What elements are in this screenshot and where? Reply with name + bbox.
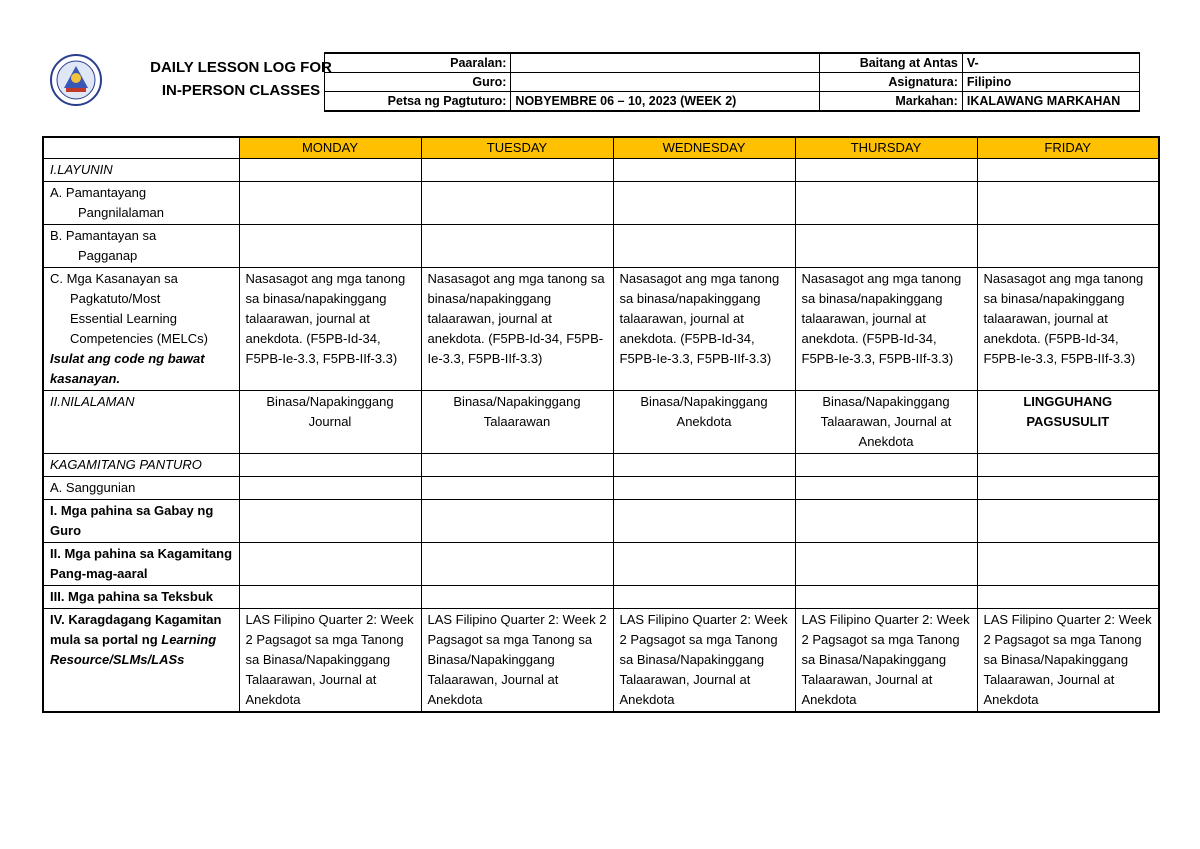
table-cell	[239, 543, 421, 586]
row-label-kagamitang-pang-mag-aaral: II. Mga pahina sa Kagamitang Pang-mag-aaral	[43, 543, 239, 586]
paaralan-value	[511, 53, 820, 73]
table-cell	[239, 454, 421, 477]
table-cell: Nasasagot ang mga tanong sa binasa/napakinggang talaarawan, journal at anekdota. (F5PB-Id-34, F5PB-Ie-3.3, F5PB-IIf-3.3)	[977, 268, 1159, 391]
table-cell: Nasasagot ang mga tanong sa binasa/napakinggang talaarawan, journal at anekdota. (F5PB-Id-34, F5PB-Ie-3.3, F5PB-IIf-3.3)	[239, 268, 421, 391]
row-label-pamantayang-pangnilalaman	[43, 182, 239, 225]
row-label-karagdagang-kagamitan	[43, 609, 239, 713]
table-cell	[795, 500, 977, 543]
row-label-kagamitang-panturo: KAGAMITANG PANTURO	[43, 454, 239, 477]
row-label-text: Pagganap	[78, 248, 138, 263]
guro-value	[511, 73, 820, 92]
table-cell	[795, 454, 977, 477]
row-label-nilalaman: II.NILALAMAN	[43, 391, 239, 454]
table-cell	[977, 477, 1159, 500]
row-label-pamantayan-sa-pagganap	[43, 225, 239, 268]
table-cell	[613, 182, 795, 225]
table-cell	[977, 500, 1159, 543]
asignatura-value: Filipino	[962, 73, 1139, 92]
row-label-text: B. Pamantayan sa	[50, 228, 157, 243]
petsa-label: Petsa ng Pagtuturo:	[325, 92, 511, 112]
table-cell: Nasasagot ang mga tanong sa binasa/napakinggang talaarawan, journal at anekdota. (F5PB-Id-34, F5PB-Ie-3.3, F5PB-IIf-3.3)	[795, 268, 977, 391]
petsa-value: NOBYEMBRE 06 – 10, 2023 (WEEK 2)	[511, 92, 820, 112]
row-label-teksbuk: III. Mga pahina sa Teksbuk	[43, 586, 239, 609]
deped-seal-icon	[50, 54, 102, 106]
table-cell	[977, 454, 1159, 477]
table-row	[43, 454, 1159, 477]
table-cell	[239, 500, 421, 543]
day-header-row	[43, 137, 1159, 159]
day-header: MONDAY	[239, 137, 421, 159]
table-cell	[795, 159, 977, 182]
table-cell	[239, 182, 421, 225]
table-cell	[239, 477, 421, 500]
paaralan-label: Paaralan:	[325, 53, 511, 73]
table-cell: LAS Filipino Quarter 2: Week 2 Pagsagot sa mga Tanong sa Binasa/Napakinggang Talaarawan, Journal at Anekdota	[239, 609, 421, 713]
table-row	[43, 500, 1159, 543]
table-row	[43, 182, 1159, 225]
table-cell	[795, 477, 977, 500]
table-cell	[795, 182, 977, 225]
row-label-gabay-ng-guro: I. Mga pahina sa Gabay ng Guro	[43, 500, 239, 543]
table-cell: LAS Filipino Quarter 2: Week 2 Pagsagot sa mga Tanong sa Binasa/Napakinggang Talaarawan, Journal at Anekdota	[613, 609, 795, 713]
row-label-note: Isulat ang code ng bawat kasanayan.	[50, 351, 205, 386]
table-cell	[421, 500, 613, 543]
lesson-log-header	[42, 50, 1140, 112]
table-cell	[421, 225, 613, 268]
table-cell: Nasasagot ang mga tanong sa binasa/napakinggang talaarawan, journal at anekdota. (F5PB-Id-34, F5PB-Ie-3.3, F5PB-IIf-3.3)	[613, 268, 795, 391]
corner-cell	[43, 137, 239, 159]
table-cell	[421, 586, 613, 609]
table-cell: LAS Filipino Quarter 2: Week 2 Pagsagot sa mga Tanong sa Binasa/Napakinggang Talaarawan, Journal at Anekdota	[795, 609, 977, 713]
table-cell	[421, 477, 613, 500]
table-row	[43, 586, 1159, 609]
markahan-value: IKALAWANG MARKAHAN	[962, 92, 1139, 112]
day-header: WEDNESDAY	[613, 137, 795, 159]
table-cell	[977, 159, 1159, 182]
day-header: TUESDAY	[421, 137, 613, 159]
table-cell	[613, 159, 795, 182]
baitang-label: Baitang at Antas	[819, 53, 962, 73]
table-cell	[613, 477, 795, 500]
table-cell	[977, 586, 1159, 609]
row-label-text: Pangnilalaman	[78, 205, 165, 220]
table-row	[43, 225, 1159, 268]
lesson-log-table	[42, 136, 1160, 713]
row-label-sanggunian: A. Sanggunian	[43, 477, 239, 500]
table-cell	[239, 586, 421, 609]
table-cell	[613, 225, 795, 268]
row-label-text: Pagkatuto/Most	[70, 291, 161, 306]
row-label-layunin: I.LAYUNIN	[43, 159, 239, 182]
row-label-text: IV. Karagdagang Kagamitan mula sa portal ng	[50, 612, 222, 647]
table-row	[43, 391, 1159, 454]
table-cell	[795, 543, 977, 586]
table-cell: Binasa/Napakinggang Journal	[239, 391, 421, 454]
table-cell	[421, 543, 613, 586]
table-cell: LINGGUHANG PAGSUSULIT	[977, 391, 1159, 454]
row-label-text: Essential Learning	[70, 311, 177, 326]
baitang-value: V-	[962, 53, 1139, 73]
table-cell	[613, 586, 795, 609]
table-cell: Nasasagot ang mga tanong sa binasa/napakinggang talaarawan, journal at anekdota. (F5PB-Id-34, F5PB-Ie-3.3, F5PB-IIf-3.3)	[421, 268, 613, 391]
table-cell	[977, 225, 1159, 268]
table-cell	[795, 586, 977, 609]
table-cell	[421, 182, 613, 225]
table-row	[43, 543, 1159, 586]
row-label-text: Learning Resource/SLMs/LASs	[50, 632, 217, 667]
info-table	[324, 52, 1140, 112]
table-cell	[613, 543, 795, 586]
day-header: THURSDAY	[795, 137, 977, 159]
table-row	[43, 477, 1159, 500]
row-label-mga-kasanayan	[43, 268, 239, 391]
table-cell	[239, 225, 421, 268]
asignatura-label: Asignatura:	[819, 73, 962, 92]
table-row	[43, 609, 1159, 713]
table-cell	[977, 182, 1159, 225]
guro-label: Guro:	[325, 73, 511, 92]
row-label-text: A. Pamantayang	[50, 185, 147, 200]
table-row	[43, 159, 1159, 182]
row-label-text: Competencies (MELCs)	[70, 331, 208, 346]
title-line-2: IN-PERSON CLASSES	[161, 82, 321, 99]
table-cell	[421, 159, 613, 182]
day-header: FRIDAY	[977, 137, 1159, 159]
table-cell	[421, 454, 613, 477]
table-row	[43, 268, 1159, 391]
row-label-text: C. Mga Kasanayan sa	[50, 271, 178, 286]
table-cell	[795, 225, 977, 268]
table-cell	[613, 454, 795, 477]
table-cell	[977, 543, 1159, 586]
table-cell: Binasa/Napakinggang Anekdota	[613, 391, 795, 454]
table-cell: Binasa/Napakinggang Talaarawan	[421, 391, 613, 454]
title-line-1: DAILY LESSON LOG FOR	[150, 59, 332, 76]
markahan-label: Markahan:	[819, 92, 962, 112]
table-cell	[239, 159, 421, 182]
table-cell	[613, 500, 795, 543]
table-cell: LAS Filipino Quarter 2: Week 2 Pagsagot sa mga Tanong sa Binasa/Napakinggang Talaarawan, Journal at Anekdota	[977, 609, 1159, 713]
table-cell: LAS Filipino Quarter 2: Week 2 Pagsagot sa mga Tanong sa Binasa/Napakinggang Talaarawan, Journal at Anekdota	[421, 609, 613, 713]
table-cell: Binasa/Napakinggang Talaarawan, Journal at Anekdota	[795, 391, 977, 454]
